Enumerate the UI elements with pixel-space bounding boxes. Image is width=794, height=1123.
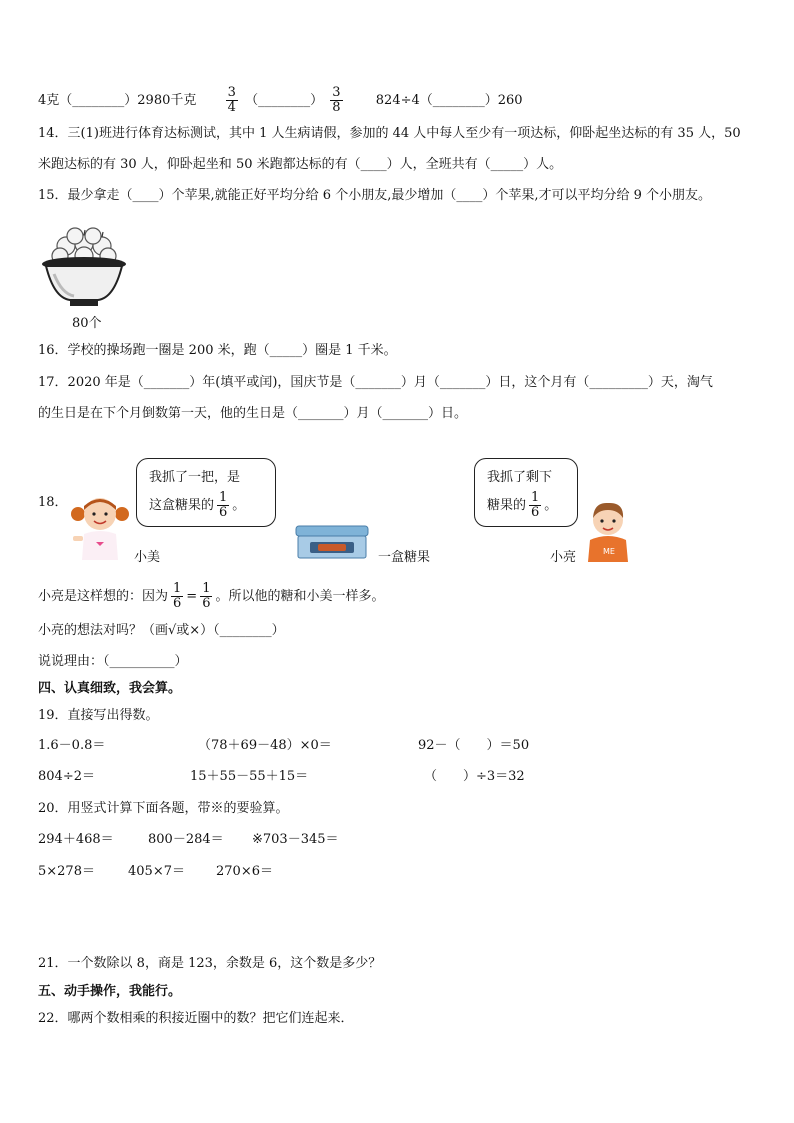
compare-division: 824÷4（________）260	[375, 93, 523, 108]
question-18-prompt: 小亮的想法对吗？（画√或×）（________）	[38, 623, 285, 638]
question-16: 16．学校的操场跑一圈是 200 米，跑（_____）圈是 1 千米。	[38, 343, 397, 358]
q20-item-5: 405×7＝	[128, 864, 185, 879]
question-17-line2: 的生日是在下个月倒数第一天，他的生日是（_______）月（_______）日。	[38, 406, 468, 421]
boy-speech-bubble	[474, 458, 578, 527]
question-20-title: 20．用竖式计算下面各题，带※的要验算。	[38, 801, 289, 816]
q20-item-1: 294＋468＝	[38, 832, 114, 847]
apple-basket-image	[40, 224, 128, 312]
question-22: 22．哪两个数相乘的积接近圈中的数？把它们连起来．	[38, 1011, 354, 1026]
question-21: 21．一个数除以 8，商是 123，余数是 6，这个数是多少？	[38, 956, 382, 971]
girl-speech-fraction: $\frac{1}{6}$	[219, 490, 228, 520]
compare-line	[38, 86, 523, 115]
candy-box-icon	[292, 522, 372, 562]
question-15: 15．最少拿走（____）个苹果,就能正好平均分给 6 个小朋友,最少增加（____）个苹果,才可以平均分给 9 个小朋友。	[38, 188, 712, 203]
q19-item-2: （78＋69－48）×0＝	[198, 738, 332, 753]
question-18-thought: 小亮是这样想的：因为 $\frac{1}{6}$ = $\frac{1}{6}$ 。所以他的糖和小美一样多。	[38, 581, 385, 611]
boy-name-label: 小亮	[550, 550, 577, 565]
boy-speech-fraction: $\frac{1}{6}$	[531, 490, 540, 520]
girl-icon	[70, 494, 130, 564]
section-five-heading: 五、动手操作，我能行。	[38, 984, 182, 999]
q19-item-3: 92－（ ）＝50	[418, 738, 530, 753]
q19-item-6: （ ）÷3＝32	[424, 769, 525, 784]
q19-item-4: 804÷2＝	[38, 769, 95, 784]
girl-name-label: 小美	[134, 550, 161, 565]
boy-speech-line2: 糖果的 $\frac{1}{6}$ 。	[487, 490, 558, 520]
fraction-three-quarters: $\frac{3}{4}$	[227, 85, 236, 115]
svg-text:ME: ME	[603, 547, 615, 556]
q19-item-1: 1.6－0.8＝	[38, 738, 106, 753]
question-18-number: 18．	[38, 495, 68, 510]
boy-speech-line1: 我抓了剩下	[487, 470, 553, 485]
apple-count-caption: 80个	[72, 316, 102, 331]
girl-speech-line1: 我抓了一把，是	[149, 470, 241, 485]
candy-box-image	[292, 522, 372, 562]
girl-figure	[70, 494, 130, 564]
boy-icon	[582, 500, 634, 562]
thought-fraction-left: $\frac{1}{6}$	[173, 581, 182, 611]
q20-item-4: 5×278＝	[38, 864, 95, 879]
question-14-line2: 米跑达标的有 30 人，仰卧起坐和 50 米跑都达标的有（____）人，全班共有（_____）人。	[38, 157, 563, 172]
q20-item-3: ※703－345＝	[252, 832, 339, 847]
fraction-three-eighths: $\frac{3}{8}$	[332, 85, 341, 115]
apple-basket-icon	[40, 224, 128, 312]
thought-fraction-right: $\frac{1}{6}$	[202, 581, 211, 611]
question-18-reason: 说说理由：（__________）	[38, 654, 188, 669]
question-17-line1: 17．2020 年是（_______）年(填平或闰)，国庆节是（_______）月（_______）日，这个月有（_________）天，淘气	[38, 375, 713, 390]
question-14-line1: 14．三(1)班进行体育达标测试，其中 1 人生病请假，参加的 44 人中每人至少有一项达标，仰卧起坐达标的有 35 人，50	[38, 126, 741, 141]
section-four-heading: 四、认真细致，我会算。	[38, 681, 182, 696]
question-19-title: 19．直接写出得数。	[38, 708, 159, 723]
compare-blank: （________）	[245, 93, 324, 108]
compare-weight: 4克（________）2980千克	[38, 93, 197, 108]
q19-item-5: 15＋55－55＋15＝	[190, 769, 309, 784]
girl-speech-line2: 这盒糖果的 $\frac{1}{6}$ 。	[149, 490, 246, 520]
girl-speech-bubble	[136, 458, 276, 527]
q20-item-6: 270×6＝	[216, 864, 273, 879]
boy-figure	[582, 500, 634, 562]
candy-box-label: 一盒糖果	[378, 550, 431, 565]
q20-item-2: 800－284＝	[148, 832, 224, 847]
